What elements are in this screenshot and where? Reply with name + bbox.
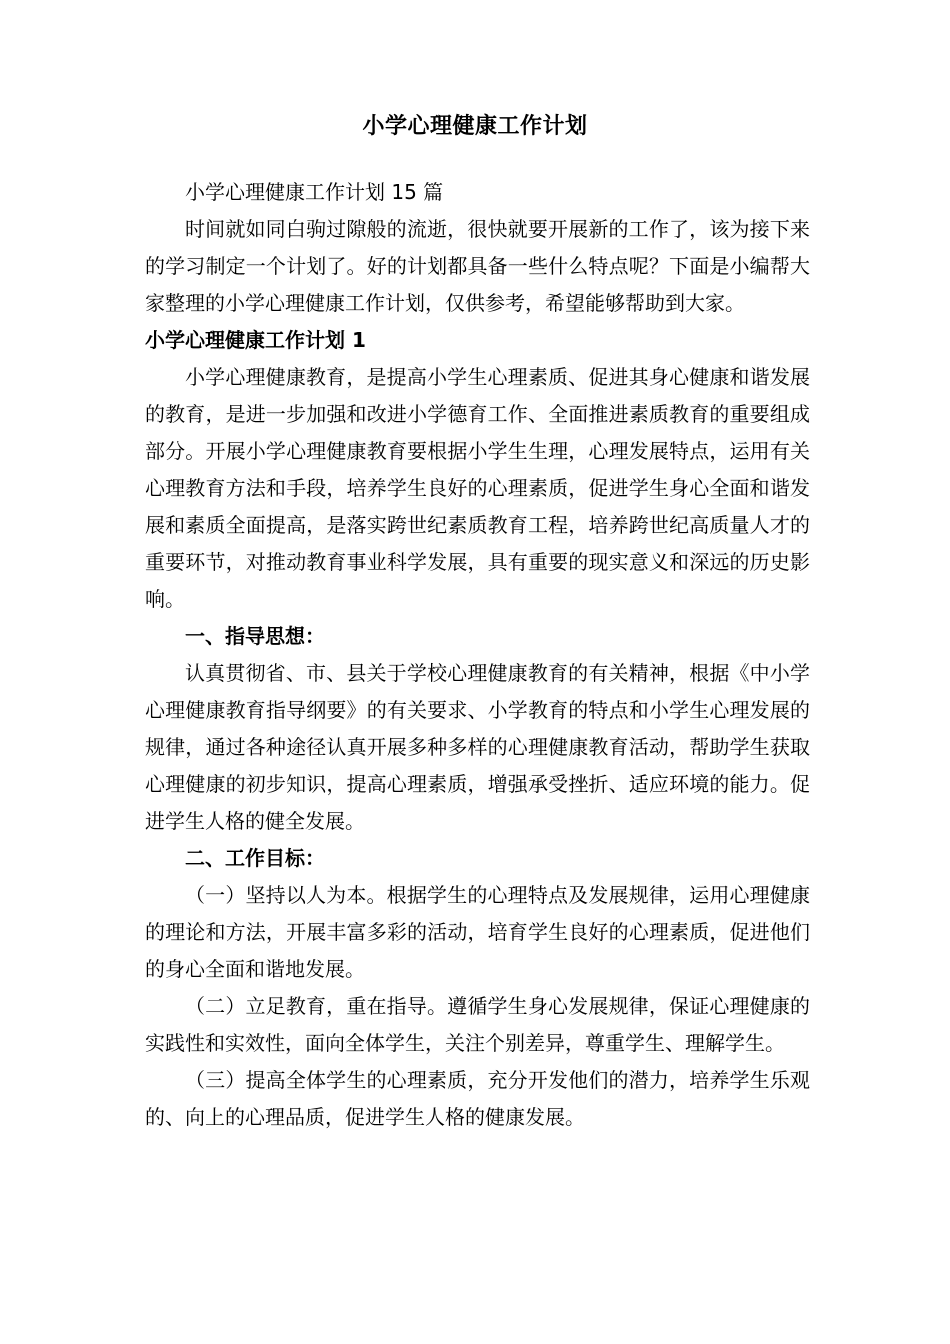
work-goal-3-paragraph: （三）提高全体学生的心理素质，充分开发他们的潜力，培养学生乐观的、向上的心理品质，促进学生人格的健康发展。 (145, 1068, 810, 1129)
plan-1-intro-paragraph: 小学心理健康教育，是提高小学生心理素质、促进其身心健康和谐发展的教育，是进一步加强和改进小学德育工作、全面推进素质教育的重要组成部分。开展小学心理健康教育要根据小学生生理，心理发展特点，运用有关心理教育方法和手段，培养学生良好的心理素质，促进学生身心全面和谐发展和素质全面提高，是落实跨世纪素质教育工程，培养跨世纪高质量人才的重要环节，对推动教育事业科学发展，具有重要的现实意义和深远的历史影响。 (145, 365, 810, 611)
section-heading-guiding-thought: 一、指导思想： (185, 624, 325, 648)
document-body (145, 174, 810, 1136)
guiding-thought-paragraph: 认真贯彻省、市、县关于学校心理健康教育的有关精神，根据《中小学心理健康教育指导纲要》的有关要求、小学教育的特点和小学生心理发展的规律，通过各种途径认真开展多种多样的心理健康教育活动，帮助学生获取心理健康的初步知识，提高心理素质，增强承受挫折、适应环境的能力。促进学生人格的健全发展。 (145, 661, 810, 833)
document-title: 小学心理健康工作计划 (362, 114, 588, 139)
work-goal-1-paragraph: （一）坚持以人为本。根据学生的心理特点及发展规律，运用心理健康的理论和方法，开展丰富多彩的活动，培育学生良好的心理素质，促进他们的身心全面和谐地发展。 (145, 883, 810, 981)
intro-paragraph: 时间就如同白驹过隙般的流逝，很快就要开展新的工作了，该为接下来的学习制定一个计划了。好的计划都具备一些什么特点呢？下面是小编帮大家整理的小学心理健康工作计划，仅供参考，希望能够帮助到大家。 (145, 217, 810, 315)
document-subtitle: 小学心理健康工作计划 15 篇 (185, 180, 444, 204)
section-heading-work-goals: 二、工作目标： (185, 846, 325, 870)
work-goal-2-paragraph: （二）立足教育，重在指导。遵循学生身心发展规律，保证心理健康的实践性和实效性，面向全体学生，关注个别差异，尊重学生、理解学生。 (145, 994, 810, 1055)
plan-1-heading: 小学心理健康工作计划 1 (145, 328, 366, 352)
